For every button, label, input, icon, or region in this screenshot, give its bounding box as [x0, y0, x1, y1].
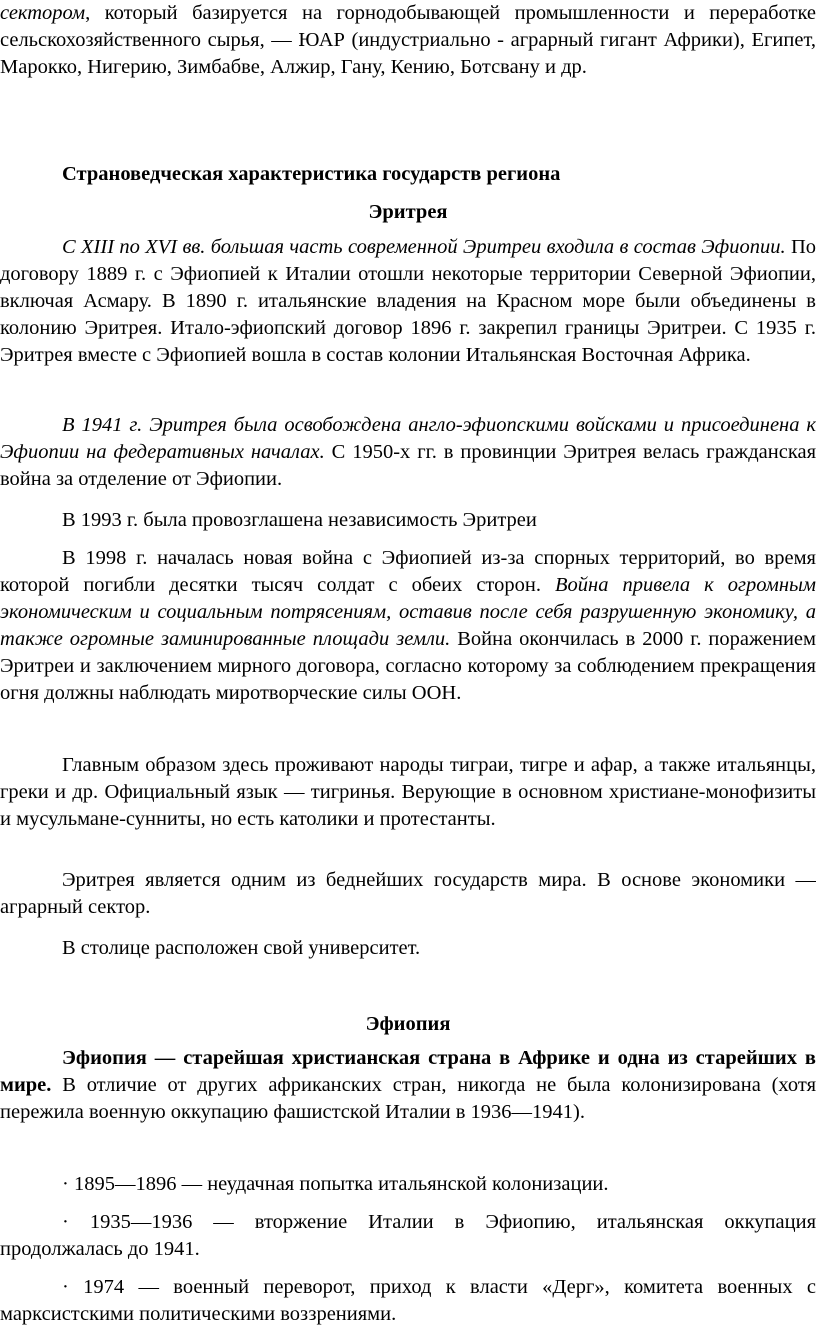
eritrea-paragraph-5: Главным образом здесь проживают народы тиграи, тигре и афар, а также итальянцы, греки и др. Официальный язык — тигринья. Верующие в основном христиане-монофизиты и мусульмане-сунниты, но есть католики и протестанты. — [0, 754, 816, 830]
eritrea-paragraph-3: В 1993 г. была провозглашена независимость Эритреи — [62, 509, 537, 531]
eritrea-paragraph-1 — [0, 234, 816, 369]
ethiopia-paragraph-1 — [0, 1045, 816, 1126]
ethiopia-p1-bold: Эфиопия — старейшая христианская страна в Африке и одна из старейших в мире. — [0, 1047, 816, 1096]
intro-text: , который базируется на горнодобывающей промышленности и переработке сельскохозяйственного сырья, — ЮАР (индустриально - аграрный гигант Африки), Египет, Марокко, Нигерию, Зимбабве, Алжир, Гану, Кению, Ботсвану и др. — [0, 2, 816, 78]
ethiopia-p1-text: В отличие от других африканских стран, никогда не была колонизирована (хотя пережила военную оккупацию фашистской Италии в 1936—1941). — [0, 1074, 816, 1123]
eritrea-p1-italic: С XIII по XVI вв. большая часть современной Эритреи входила в состав Эфиопии. — [62, 236, 786, 258]
ethiopia-bullet-2: · 1935—1936 — вторжение Италии в Эфиопию, итальянская оккупация продолжалась до 1941. — [0, 1211, 816, 1260]
eritrea-paragraph-6: Эритрея является одним из беднейших государств мира. В основе экономики — аграрный сектор. — [0, 869, 816, 918]
section-title: Страноведческая характеристика государств региона — [62, 163, 561, 185]
ethiopia-title: Эфиопия — [365, 1013, 451, 1035]
eritrea-paragraph-2 — [0, 412, 816, 493]
eritrea-p4-text-end: Война окончилась в 2000 г. поражением Эритреи и заключением мирного договора, согласно которому за соблюдением прекращения огня должны наблюдать миротворческие силы ООН. — [0, 628, 816, 704]
eritrea-p4-text-start: В 1998 г. началась новая война с Эфиопией из-за спорных территорий, во время которой погибли десятки тысяч солдат с обеих сторон. — [0, 547, 816, 596]
eritrea-title: Эритрея — [368, 201, 448, 223]
eritrea-p4-italic: Война привела к огромным экономическим и социальным потрясениям, оставив после себя разрушенную экономику, а также огромные заминированные площади земли. — [0, 574, 816, 650]
ethiopia-bullet-3: · 1974 — военный переворот, приход к власти «Дерг», комитета военных с марксистскими политическими воззрениями. — [0, 1276, 816, 1325]
ethiopia-bullet-1: · 1895—1896 — неудачная попытка итальянской колонизации. — [62, 1173, 609, 1195]
eritrea-p1-text: По договору 1889 г. с Эфиопией к Италии отошли некоторые территории Северной Эфиопии, включая Асмару. В 1890 г. итальянские владения на Красном море были объединены в колонию Эритрея. Итало-эфиопский договор 1896 г. закрепил границы Эритреи. С 1935 г. Эритрея вместе с Эфиопией вошла в состав колонии Итальянская Восточная Африка. — [0, 236, 816, 366]
eritrea-p2-text: С 1950-х гг. в провинции Эритрея велась гражданская война за отделение от Эфиопии. — [0, 441, 816, 490]
intro-paragraph — [0, 0, 816, 81]
eritrea-paragraph-7: В столице расположен свой университет. — [62, 937, 421, 959]
eritrea-p2-italic: В 1941 г. Эритрея была освобождена англо-эфиопскими войсками и присоединена к Эфиопии на федеративных началах. — [0, 414, 816, 463]
intro-italic-lead: сектором — [0, 2, 86, 24]
eritrea-paragraph-4 — [0, 545, 816, 707]
